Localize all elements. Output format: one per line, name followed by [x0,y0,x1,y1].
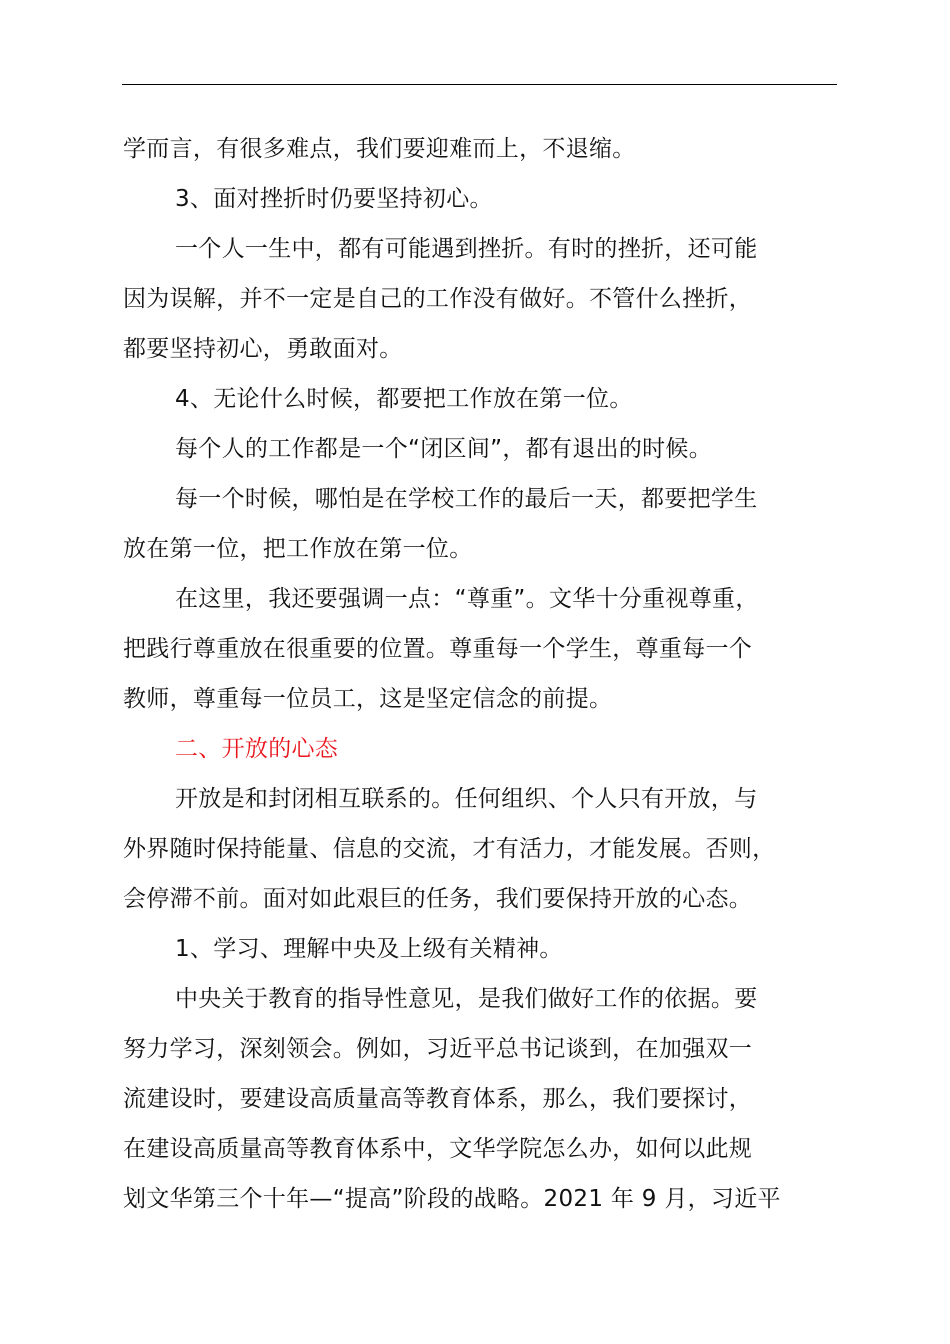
text-line: 学而言，有很多难点，我们要迎难而上，不退缩。 [123,136,636,162]
text-line: 一个人一生中，都有可能遇到挫折。有时的挫折，还可能 [175,236,758,262]
section-heading: 二、开放的心态 [175,736,339,762]
text-line: 教师，尊重每一位员工，这是坚定信念的前提。 [123,686,613,712]
text-line: 中央关于教育的指导性意见，是我们做好工作的依据。要 [175,986,758,1012]
text-line: 外界随时保持能量、信息的交流，才有活力，才能发展。否则， [123,836,776,862]
text-line: 划文华第三个十年—“提高”阶段的战略。2021 年 9 月，习近平 [123,1186,781,1212]
text-line: 在这里，我还要强调一点：“尊重”。文华十分重视尊重， [175,586,759,612]
text-line: 都要坚持初心，勇敢面对。 [123,336,403,362]
text-line: 每个人的工作都是一个“闭区间”，都有退出的时候。 [175,436,713,462]
text-line: 会停滞不前。面对如此艰巨的任务，我们要保持开放的心态。 [123,886,753,912]
text-line: 在建设高质量高等教育体系中，文华学院怎么办，如何以此规 [123,1136,753,1162]
numbered-subheading: 4、无论什么时候，都要把工作放在第一位。 [175,386,633,412]
text-line: 努力学习，深刻领会。例如，习近平总书记谈到，在加强双一 [123,1036,753,1062]
numbered-subheading: 1、学习、理解中央及上级有关精神。 [175,936,563,962]
numbered-subheading: 3、面对挫折时仍要坚持初心。 [175,186,493,212]
text-line: 开放是和封闭相互联系的。任何组织、个人只有开放，与 [175,786,758,812]
text-line: 流建设时，要建设高质量高等教育体系，那么，我们要探讨， [123,1086,753,1112]
text-line: 每一个时候，哪怕是在学校工作的最后一天，都要把学生 [175,486,758,512]
body-text [123,124,839,1224]
text-line: 放在第一位，把工作放在第一位。 [123,536,473,562]
header-rule [122,84,837,85]
text-line: 把践行尊重放在很重要的位置。尊重每一个学生，尊重每一个 [123,636,753,662]
text-line: 因为误解，并不一定是自己的工作没有做好。不管什么挫折， [123,286,753,312]
